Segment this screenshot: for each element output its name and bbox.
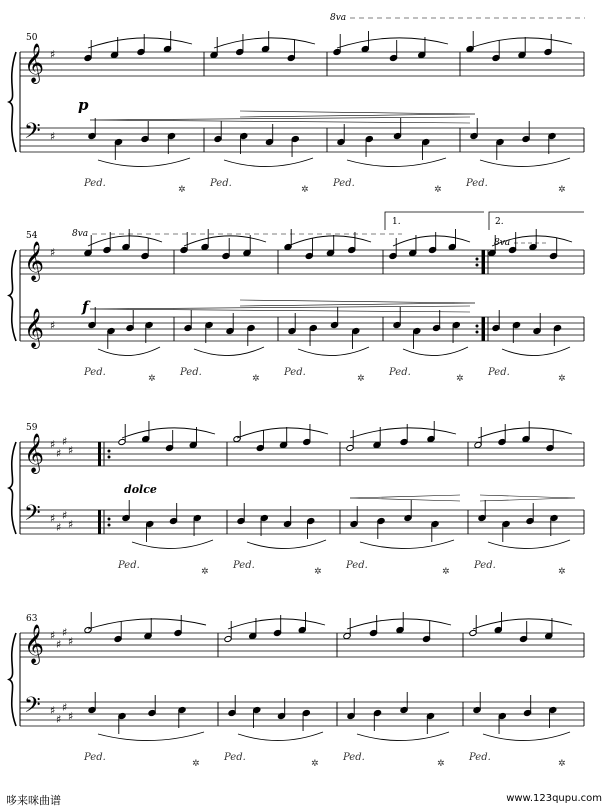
slur <box>483 732 570 741</box>
slur <box>403 347 468 356</box>
hairpin <box>90 306 470 309</box>
pedal-release-mark: ✲ <box>252 374 260 384</box>
slur <box>298 347 369 356</box>
key-sharp: ♯ <box>50 438 56 451</box>
bass-clef: 𝄢 <box>24 119 41 149</box>
slur <box>247 540 326 549</box>
slur <box>132 540 213 549</box>
pedal-mark: Ped. <box>233 560 255 571</box>
pedal-release-mark: ✲ <box>314 567 322 577</box>
repeat-dot <box>108 518 111 521</box>
system-4 <box>9 612 584 769</box>
repeat-dot <box>108 450 111 453</box>
pedal-release-mark: ✲ <box>456 374 464 384</box>
pedal-release-mark: ✲ <box>192 759 200 769</box>
site-url[interactable]: www.123qupu.com <box>506 793 602 804</box>
key-sharp: ♯ <box>62 626 68 639</box>
hairpin <box>350 495 460 498</box>
pedal-mark: Ped. <box>488 367 510 378</box>
pedal-mark: Ped. <box>210 178 232 189</box>
pedal-mark: Ped. <box>346 560 368 571</box>
pedal-release-mark: ✲ <box>558 759 566 769</box>
hairpin <box>90 309 470 312</box>
pedal-mark: Ped. <box>118 560 140 571</box>
measure-number: 63 <box>26 614 38 624</box>
site-name: 哆来咪曲谱 <box>6 794 61 807</box>
slur <box>480 158 570 167</box>
pedal-release-mark: ✲ <box>178 185 186 195</box>
treble-clef: 𝄞 <box>24 241 45 281</box>
measure-number: 54 <box>26 231 38 241</box>
pedal-release-mark: ✲ <box>311 759 319 769</box>
brace <box>9 633 16 726</box>
key-sharp: ♯ <box>50 246 56 259</box>
ottava-mark: 8va <box>494 238 511 248</box>
key-sharp: ♯ <box>62 701 68 714</box>
pedal-mark: Ped. <box>389 367 411 378</box>
brace <box>9 442 16 534</box>
slur <box>237 428 328 438</box>
slur <box>122 428 215 438</box>
pedal-mark: Ped. <box>466 178 488 189</box>
slur <box>98 347 160 356</box>
slur <box>88 38 192 48</box>
hairpin <box>90 120 470 123</box>
slur <box>357 732 449 741</box>
slur <box>288 236 371 246</box>
hairpin <box>240 300 475 303</box>
key-sharp: ♯ <box>50 130 56 143</box>
slur <box>502 347 570 356</box>
pedal-mark: Ped. <box>474 560 496 571</box>
pedal-mark: Ped. <box>84 752 106 763</box>
repeat-dot <box>476 258 479 261</box>
hairpin <box>240 111 475 114</box>
key-sharp: ♯ <box>62 509 68 522</box>
pedal-release-mark: ✲ <box>437 759 445 769</box>
slur <box>238 732 323 741</box>
volta-1-label: 1. <box>392 217 401 227</box>
ottava-mark: 8va <box>330 13 347 23</box>
pedal-mark: Ped. <box>84 367 106 378</box>
pedal-release-mark: ✲ <box>357 374 365 384</box>
system-1 <box>9 13 585 195</box>
system-2 <box>9 212 584 384</box>
music-systems <box>9 13 585 769</box>
pedal-mark: Ped. <box>469 752 491 763</box>
bass-clef: 𝄢 <box>24 501 41 531</box>
expression-mark: dolce <box>124 483 157 496</box>
pedal-release-mark: ✲ <box>301 185 309 195</box>
treble-clef: 𝄞 <box>24 308 45 348</box>
slur <box>350 428 456 438</box>
measure-number: 50 <box>26 33 38 43</box>
hairpin <box>480 495 575 498</box>
pedal-mark: Ped. <box>284 367 306 378</box>
pedal-release-mark: ✲ <box>558 567 566 577</box>
dynamic-mark: f <box>82 298 89 316</box>
repeat-dot <box>108 524 111 527</box>
brace <box>9 250 16 341</box>
key-sharp: ♯ <box>68 710 74 723</box>
slur <box>470 38 572 48</box>
key-sharp: ♯ <box>56 638 62 651</box>
pedal-mark: Ped. <box>180 367 202 378</box>
hairpin <box>480 498 575 501</box>
pedal-release-mark: ✲ <box>201 567 209 577</box>
pedal-mark: Ped. <box>343 752 365 763</box>
key-sharp: ♯ <box>68 635 74 648</box>
hairpin <box>350 498 460 501</box>
pedal-mark: Ped. <box>224 752 246 763</box>
key-sharp: ♯ <box>68 444 74 457</box>
repeat-dot <box>476 331 479 334</box>
pedal-mark: Ped. <box>333 178 355 189</box>
pedal-release-mark: ✲ <box>558 185 566 195</box>
pedal-release-mark: ✲ <box>442 567 450 577</box>
repeat-thick-bar <box>98 510 101 534</box>
slur <box>393 236 470 246</box>
slur <box>473 619 572 629</box>
bass-clef: 𝄢 <box>24 693 41 723</box>
pedal-release-mark: ✲ <box>434 185 442 195</box>
slur <box>360 540 454 549</box>
key-sharp: ♯ <box>50 48 56 61</box>
hairpin <box>90 117 470 120</box>
treble-clef: 𝄞 <box>24 43 45 83</box>
brace <box>9 52 16 152</box>
hairpin <box>240 303 475 306</box>
dynamic-mark: p <box>78 96 89 114</box>
repeat-dot <box>108 456 111 459</box>
key-sharp: ♯ <box>50 704 56 717</box>
slur <box>184 236 266 246</box>
key-sharp: ♯ <box>50 629 56 642</box>
repeat-dot <box>476 325 479 328</box>
key-sharp: ♯ <box>50 319 56 332</box>
key-sharp: ♯ <box>56 447 62 460</box>
slur <box>88 619 206 629</box>
key-sharp: ♯ <box>68 518 74 531</box>
pedal-mark: Ped. <box>84 178 106 189</box>
key-sharp: ♯ <box>50 512 56 525</box>
key-sharp: ♯ <box>56 713 62 726</box>
slur <box>347 158 446 167</box>
repeat-thick-bar <box>482 250 485 274</box>
treble-clef: 𝄞 <box>24 433 45 473</box>
ottava-mark: 8va <box>72 229 89 239</box>
repeat-thick-bar <box>482 317 485 341</box>
repeat-thick-bar <box>98 442 101 466</box>
treble-clef: 𝄞 <box>24 624 45 664</box>
hairpin <box>240 114 475 117</box>
slur <box>224 158 313 167</box>
slur <box>98 158 190 167</box>
key-sharp: ♯ <box>62 435 68 448</box>
measure-number: 59 <box>26 423 38 433</box>
volta-2-label: 2. <box>495 217 504 227</box>
key-sharp: ♯ <box>56 521 62 534</box>
slur <box>337 38 448 48</box>
repeat-dot <box>476 264 479 267</box>
slur <box>98 732 204 741</box>
pedal-release-mark: ✲ <box>148 374 156 384</box>
pedal-release-mark: ✲ <box>558 374 566 384</box>
system-3 <box>9 421 584 577</box>
slur <box>228 619 325 629</box>
slur <box>488 540 570 549</box>
slur <box>194 347 264 356</box>
